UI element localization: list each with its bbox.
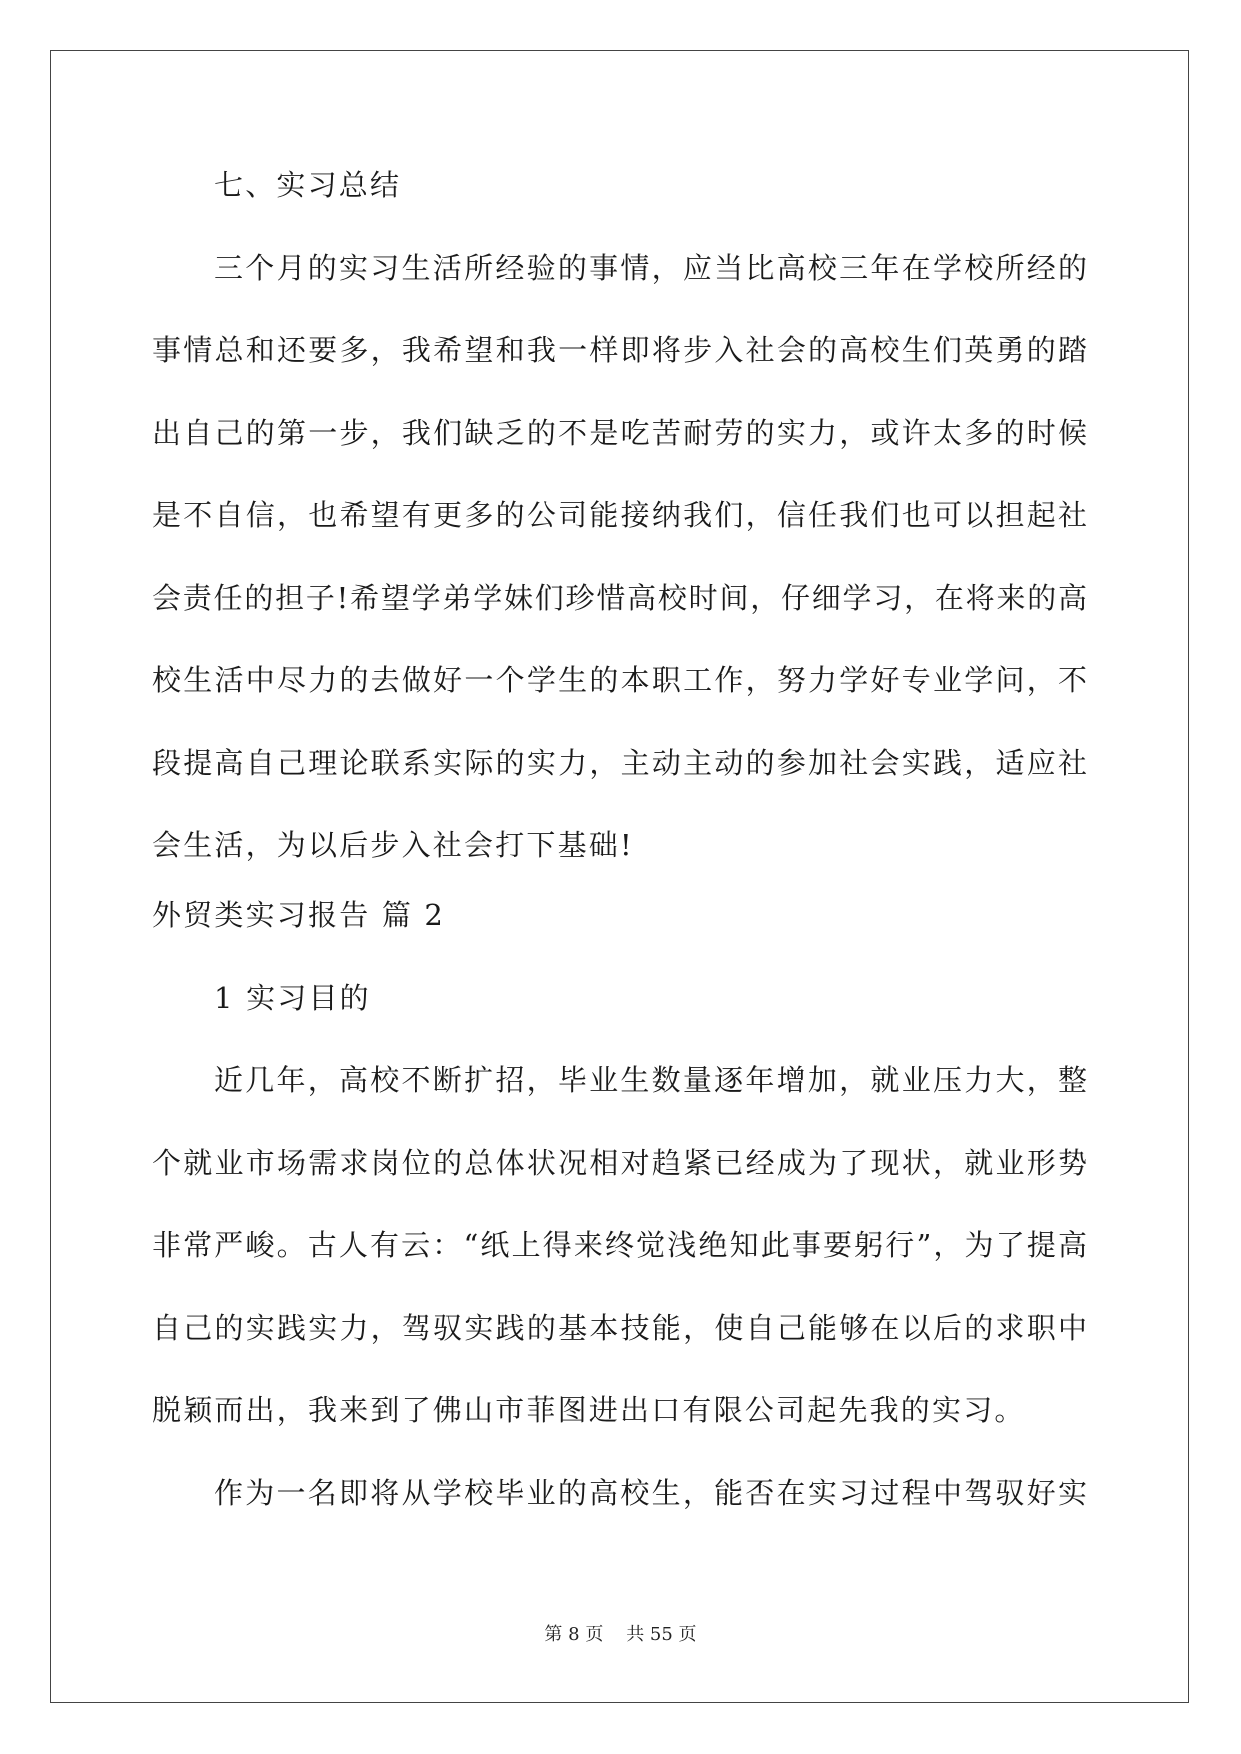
- paragraph-line: 非常严峻。古人有云：“纸上得来终觉浅绝知此事要躬行”，为了提高: [152, 1228, 1087, 1262]
- document-body: [152, 162, 1087, 1552]
- section-heading: 七、实习总结: [214, 168, 402, 202]
- article-title: 外贸类实习报告 篇 2: [152, 898, 446, 932]
- paragraph-line: 个就业市场需求岗位的总体状况相对趋紧已经成为了现状，就业形势: [152, 1145, 1087, 1180]
- subheading: 1 实习目的: [214, 980, 371, 1015]
- paragraph-line: 作为一名即将从学校毕业的高校生，能否在实习过程中驾驭好实: [214, 1475, 1087, 1510]
- paragraph-line: 近几年，高校不断扩招，毕业生数量逐年增加，就业压力大，整: [214, 1063, 1087, 1097]
- paragraph-line: 会生活，为以后步入社会打下基础!: [152, 828, 634, 862]
- paragraph-line: 校生活中尽力的去做好一个学生的本职工作，努力学好专业学问，不: [152, 663, 1087, 697]
- paragraph-line: 会责任的担子!希望学弟学妹们珍惜高校时间，仔细学习，在将来的高: [152, 580, 1087, 615]
- paragraph-line: 自己的实践实力，驾驭实践的基本技能，使自己能够在以后的求职中: [152, 1310, 1087, 1345]
- paragraph-line: 三个月的实习生活所经验的事情，应当比高校三年在学校所经的: [214, 250, 1087, 285]
- paragraph-line: 事情总和还要多，我希望和我一样即将步入社会的高校生们英勇的踏: [152, 333, 1087, 367]
- paragraph-line: 出自己的第一步，我们缺乏的不是吃苦耐劳的实力，或许太多的时候: [152, 415, 1087, 450]
- page-number-footer: 第 8 页 共 55 页: [544, 1624, 697, 1645]
- paragraph-line: 是不自信，也希望有更多的公司能接纳我们，信任我们也可以担起社: [152, 498, 1087, 532]
- paragraph-line: 脱颖而出，我来到了佛山市菲图进出口有限公司起先我的实习。: [152, 1393, 1026, 1427]
- paragraph-line: 段提高自己理论联系实际的实力，主动主动的参加社会实践，适应社: [152, 745, 1087, 780]
